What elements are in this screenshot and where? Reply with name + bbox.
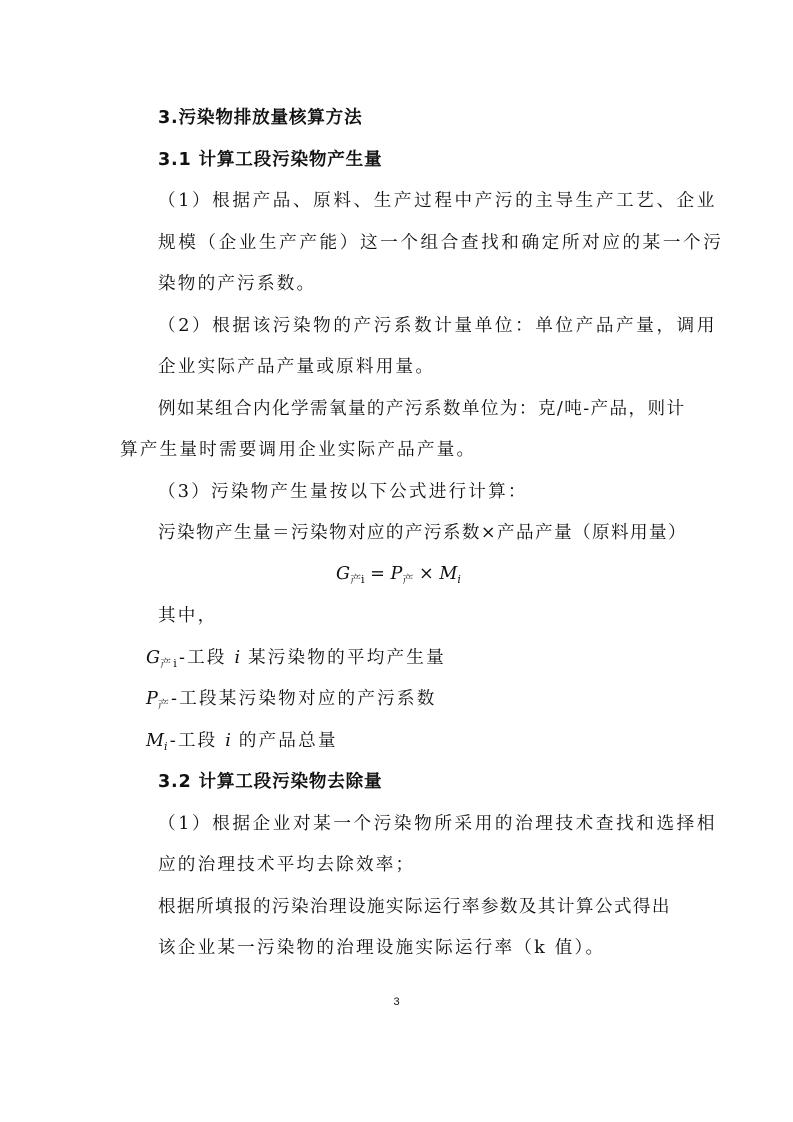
formula-m-subscript: i — [457, 573, 461, 586]
paragraph-line: （3）污染物产生量按以下公式进行计算： — [158, 482, 528, 502]
paragraph-line: 例如某组合内化学需氧量的产污系数单位为：克/吨-产品，则计 — [158, 399, 686, 419]
formula-lhs: G — [336, 564, 351, 584]
definition-rest: 某污染物的平均产生量 — [240, 648, 446, 668]
definition-text: -工段 — [169, 731, 226, 751]
definition-subscript: i — [164, 740, 170, 753]
definition-row — [146, 729, 338, 755]
definition-subscript: 产 — [157, 698, 172, 711]
definition-variable: i — [225, 731, 231, 751]
formula-equals: = — [364, 564, 391, 584]
paragraph-line: 算产生量时需要调用企业实际产品产量。 — [120, 440, 477, 460]
paragraph-line: （2）根据该污染物的产污系数计量单位：单位产品产量，调用 — [158, 316, 718, 336]
definition-symbol: G — [146, 648, 161, 668]
paragraph-line: 其中， — [158, 606, 218, 626]
paragraph-line: 染物的产污系数。 — [158, 274, 317, 294]
section-heading-3-1: 3.1 计算工段污染物产生量 — [158, 150, 383, 170]
paragraph-line: 企业实际产品产量或原料用量。 — [158, 357, 436, 377]
definition-rest: 的产品总量 — [230, 731, 338, 751]
paragraph-line: 该企业某一污染物的治理设施实际运行率（k 值）。 — [158, 938, 606, 958]
section-heading-3-2: 3.2 计算工段污染物去除量 — [158, 772, 383, 792]
formula-times: × — [413, 564, 440, 584]
paragraph-line: 污染物产生量＝污染物对应的产污系数×产品产量（原料用量） — [158, 523, 687, 543]
paragraph-line: 应的治理技术平均去除效率； — [158, 855, 416, 875]
formula-p-subscript: 产 — [402, 573, 414, 586]
definition-variable: i — [234, 648, 241, 668]
page-number: 3 — [393, 996, 400, 1008]
paragraph-line: 根据所填报的污染治理设施实际运行率参数及其计算公式得出 — [158, 897, 671, 917]
formula — [336, 562, 461, 588]
paragraph-line: （1）根据产品、原料、生产过程中产污的主导生产工艺、企业 — [158, 191, 718, 211]
formula-lhs-subscript: 产i — [350, 573, 365, 586]
section-heading-3: 3.污染物排放量核算方法 — [158, 108, 363, 128]
definition-symbol: P — [146, 689, 158, 709]
formula-p: P — [390, 564, 403, 584]
definition-text: -工段 — [178, 648, 235, 668]
definition-subscript: 产i — [160, 657, 179, 670]
definition-row — [146, 687, 437, 713]
definition-text: -工段某污染物对应的产污系数 — [171, 689, 437, 709]
paragraph-line: 规模（企业生产产能）这一个组合查找和确定所对应的某一个污 — [158, 233, 724, 253]
formula-m: M — [439, 564, 458, 584]
paragraph-line: （1）根据企业对某一个污染物所采用的治理技术查找和选择相 — [158, 814, 718, 834]
definition-row — [146, 646, 446, 672]
definition-symbol: M — [146, 731, 165, 751]
